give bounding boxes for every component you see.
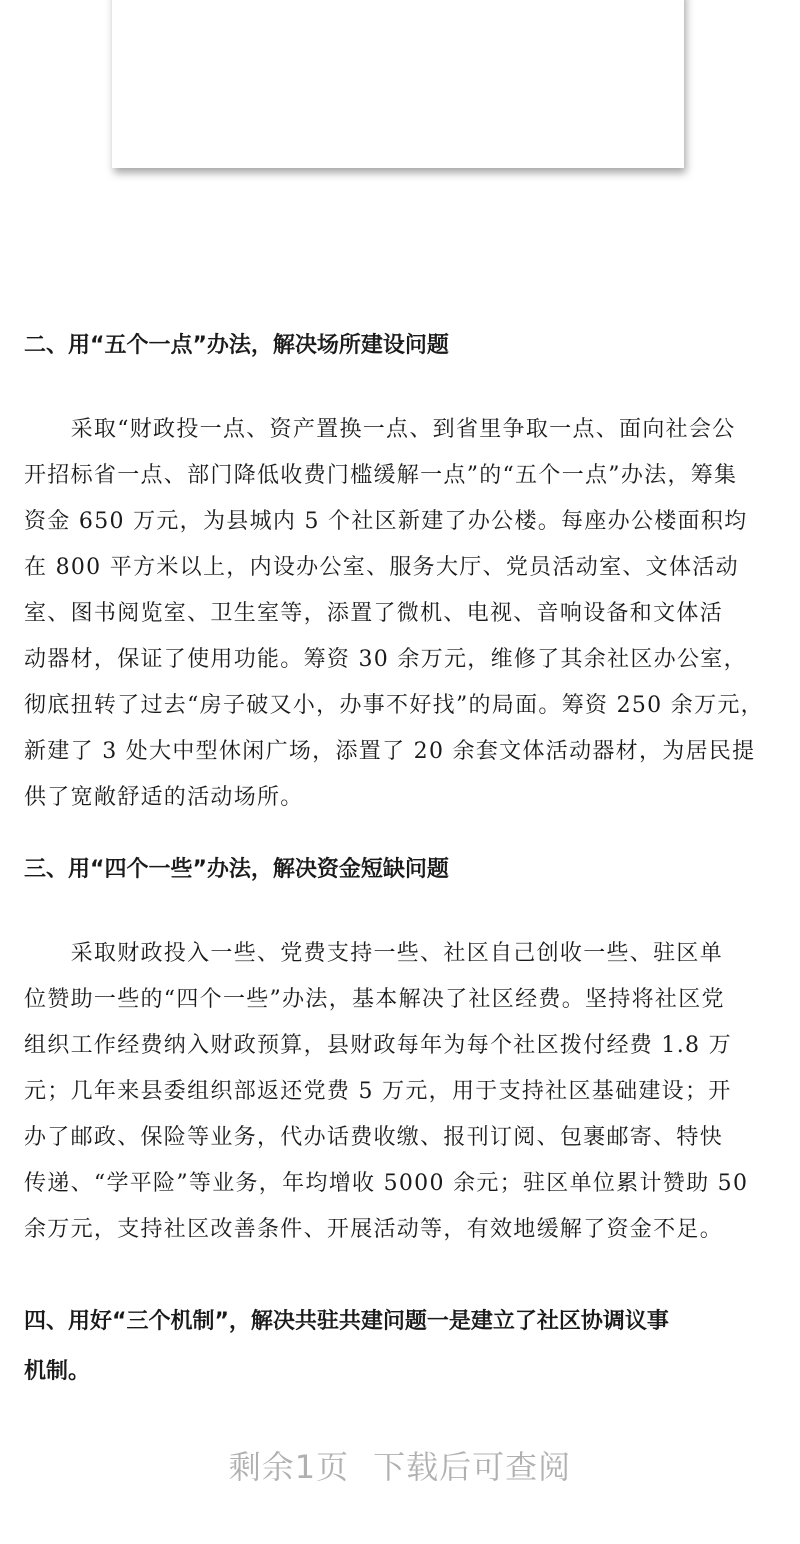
section-heading-3: 三、用“四个一些”办法，解决资金短缺问题	[24, 857, 449, 882]
document-preview-card	[112, 0, 684, 168]
text-line: 采取“财政投一点、资产置换一点、到省里争取一点、面向社会公	[24, 417, 736, 442]
text-line: 办了邮政、保险等业务，代办话费收缴、报刊订阅、包裹邮寄、特快	[24, 1125, 724, 1150]
text-line: 动器材，保证了使用功能。筹资 30 余万元，维修了其余社区办公室，	[24, 647, 747, 672]
download-prompt[interactable]	[0, 1442, 800, 1488]
text-line: 在 800 平方米以上，内设办公室、服务大厅、党员活动室、文体活动	[24, 555, 739, 580]
text-line: 传递、“学平险”等业务，年均增收 5000 余元；驻区单位累计赞助 50	[24, 1171, 749, 1196]
section-paragraph-3	[24, 931, 784, 1253]
text-line: 资金 650 万元，为县城内 5 个社区新建了办公楼。每座办公楼面积均	[24, 509, 748, 534]
text-line: 位赞助一些的“四个一些”办法，基本解决了社区经费。坚持将社区党	[24, 987, 725, 1012]
section-heading-4-cont: 机制。	[24, 1359, 91, 1384]
text-line: 开招标省一点、部门降低收费门槛缓解一点”的“五个一点”办法，筹集	[24, 463, 738, 488]
section-paragraph-2	[24, 407, 784, 821]
text-line: 组织工作经费纳入财政预算，县财政每年为每个社区拨付经费 1.8 万	[24, 1033, 732, 1058]
text-line: 室、图书阅览室、卫生室等，添置了微机、电视、音响设备和文体活	[24, 601, 724, 626]
text-line: 元；几年来县委组织部返还党费 5 万元，用于支持社区基础建设；开	[24, 1079, 732, 1104]
section-heading-4: 四、用好“三个机制”，解决共驻共建问题一是建立了社区协调议事	[24, 1309, 669, 1334]
text-line: 彻底扭转了过去“房子破又小，办事不好找”的局面。筹资 250 余万元，	[24, 693, 764, 718]
section-heading-2: 二、用“五个一点”办法，解决场所建设问题	[24, 333, 449, 358]
text-line: 新建了 3 处大中型休闲广场，添置了 20 余套文体活动器材，为居民提	[24, 739, 756, 764]
text-line: 采取财政投入一些、党费支持一些、社区自己创收一些、驻区单	[24, 941, 724, 966]
text-line: 供了宽敞舒适的活动场所。	[24, 785, 304, 810]
remaining-pages-label: 剩余1页	[228, 1448, 350, 1486]
text-line: 余万元，支持社区改善条件、开展活动等，有效地缓解了资金不足。	[24, 1217, 724, 1242]
download-to-view-label[interactable]: 下载后可查阅	[373, 1448, 572, 1486]
